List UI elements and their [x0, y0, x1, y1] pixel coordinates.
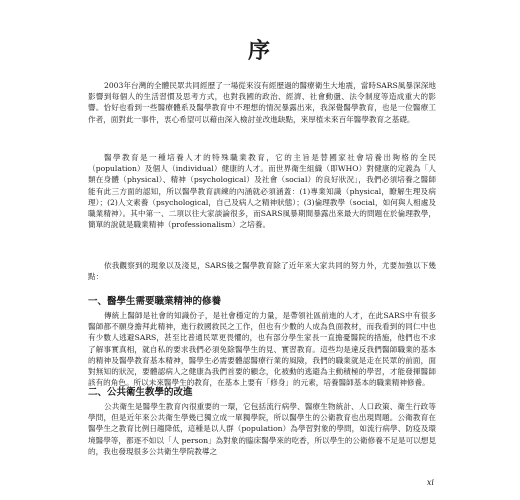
section-heading-public-health: 二、公共衛生教學的改進 [88, 387, 193, 398]
page-number: xi [426, 478, 434, 487]
page-title: 序 [247, 38, 272, 64]
section-text-professionalism: 傳統上醫師是社會的知識份子，是社會穩定的力量，是帶領社區前進的人才，在此SARS中有很多醫師都不願身擔拜此精神，進行救國救民之工作，但也有少數的人成為負面教材，而我看到的同仁中也有少數人逃避SARS，甚至比普通民眾更畏懼的，也有部分學生家長一直擔憂醫院的措施，他們也不求了解事實真相，就自私的要求我們必須免除醫學生的見、實習教育。這些均是違反我們醫師職業的基本的精神及醫學教育基本精神，醫學生必需要體認醫療行業的風險，我們的職業就是走在民眾的前面，面對無知的狀況，要體認病人之健康為我們首要的顧念，化被動的逃避為主動積極的學習，才能發揮醫師該有的角色。所以未來醫學生的教育，在基本上要有「修身」的元素，培養醫師基本的職業精神修養。 [88, 311, 436, 388]
section-text-public-health: 公共衛生是醫學生教育內很重要的一環，它包括流行病學、醫療生物統計、人口政策、衛生行政等學問，但是近年來公共衛生學幾已獨立成一單獨學院，所以醫學生的公衛教育也出現問題。公衛教育在醫學生之教育比例日趨降低，這種是以人群（population）為學習對象的學問，如流行病學、防疫及環境醫學等，都逐不如以「人 person」為對象的臨床醫學來的吃香，所以學生的公衛修養不足是可以想見的，我也發現很多公共衛生學院教導之 [88, 402, 436, 456]
paragraph-medical-education: 醫學教育是一種培養人才的特殊職業教育，它的主旨是替國家社會培養出夠格的全民（population）及個人（individual）健康的人才。而世界衛生組織（即WHO）對健康的定義為「人類在身體（physical）、精神（psychological）及社會（social）的良好狀況」，我們必須培養之醫師能有此三方面的認知，所以醫學教育訓練的內涵就必須涵蓋：(1)專業知識（physical，瞭解生理及病理）；(2)人文素養（psychological，自己及病人之精神狀態）；(3)倫理教學（social，如何與人相處及職業精神）。其中第一、二項以往大家談論很多，而SARS風暴期間暴露出來最大的問題在於倫理教學，簡單的說就是職業精神（professionalism）之培養。 [88, 153, 436, 230]
section-heading-professionalism: 一、醫學生需要職業精神的修養 [88, 296, 222, 307]
paragraph-key-points: 依我觀察到的現象以及淺見，SARS後之醫學教育除了近年來大家共同的努力外，尤要加強以下幾點： [88, 261, 436, 282]
paragraph-intro: 2003年台灣的全體民眾共同經歷了一場從來沒有經歷過的醫療衛生大地震，當時SARS風暴深深地影響到每個人的生活習慣及思考方式，也對我國的政治、經濟、社會動盪、法令制度等造成重大的影響。恰好也看到一些醫療體系及醫學教育中不理想的情況暴露出來，我深覺醫學教育，也是一位醫療工作者，面對此一事件，衷心希望可以藉由深入檢討並改進缺點，來厚植未來百年醫學教育之基礎。 [88, 81, 436, 124]
